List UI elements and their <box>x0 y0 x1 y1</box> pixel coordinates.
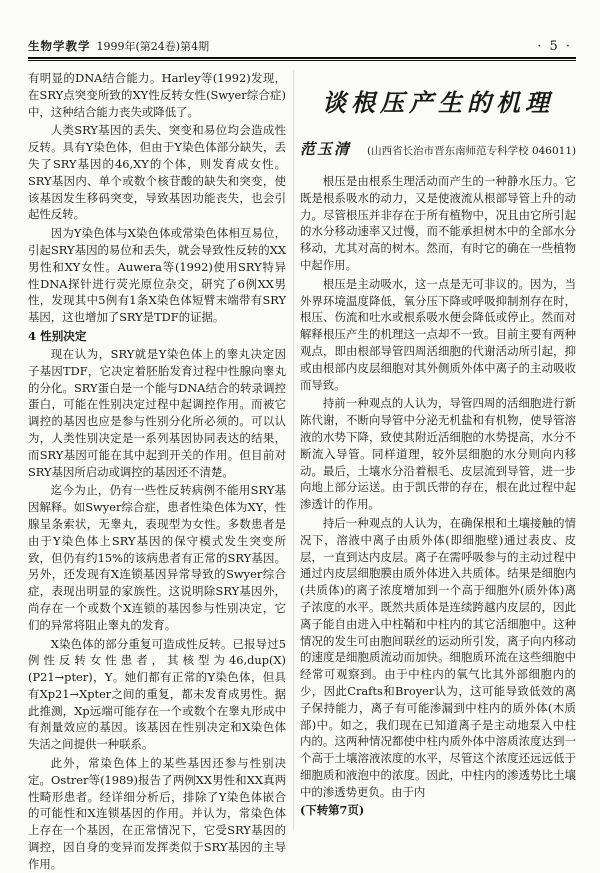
author-name: 范玉清 <box>300 140 352 158</box>
header-rule-thin <box>28 60 576 61</box>
journal-name: 生物学教学 <box>28 39 91 53</box>
paragraph: 根压是由根系生理活动而产生的一种静水压力。它既是根系吸水的动力，又是使液流从根部导管上升的动力。尽管根压并非存在于所有植物中，况且由它所引起的水分移动速率又过慢，而不能承担树木中的全部水分移动，尤其对高的树木。然而，有时它的确在一些植物中起作用。 <box>300 174 576 272</box>
paragraph: 因为Y染色体与X染色体或常染色体相互易位，引起SRY基因的易位和丢失，就会导致性反转的XX男性和XY女性。Auwera等(1992)使用SRY特异性DNA探针进行荧光原位杂交，研究了6例XX男性，发现其中5例有1条X染色体短臂末端带有SRY基因，这也增加了SRY是TDF的证据。 <box>28 226 286 325</box>
paragraph: 根压是主动吸水，这一点是无可非议的。因为，当外界环境温度降低，氧分压下降或呼吸抑制剂存在时，根压、伤流和吐水或根系吸水便会降低或停止。然而对解释根压产生的机理这一点却不一致。目前主要有两种观点，即由根部导管四周活细胞的代谢活动所引起，抑或由根部内皮层细胞对其外侧质外体中离子的主动吸收而导致。 <box>300 276 576 392</box>
column-gap <box>293 70 294 830</box>
paragraph: 有明显的DNA结合能力。Harley等(1992)发现，在SRY点突变所致的XY性反转女性(Swyer综合症)中，这种结合能力丧失或降低了。 <box>28 71 286 119</box>
paragraph: 此外，常染色体上的某些基因还参与性别决定。Ostrer等(1989)报告了两例XX男性和XX真两性畸形患者。经详细分析后，排除了Y染色体嵌合的可能性和X连锁基因的作用。并认为，常染色体上存在一个基因，在正常情况下，它受SRY基因的调控，因自身的变异而发挥类似于SRY基因的主导作用。 <box>28 756 286 871</box>
paragraph: 持后一种观点的人认为，在确保根和土壤接触的情况下，溶液中离子由质外体(即细胞壁)通过表皮、皮层，一直到达内皮层。离子在需呼吸参与的主动过程中通过内皮层细胞膜由质外体进入共质体。结果是细胞内(共质体)的离子浓度增加到一个高于细胞外(质外体)离子浓度的水平。既然共质体是连续跨越内皮层的，因此离子能自由进入中柱鞘和中柱内的其它活细胞中。这种情况的发生可由胞间联丝的运动所引发，离子向内移动的速度是细胞质流动而加快。细胞质环流在这些细胞中经常可观察到。由于中柱内的氧气比其外部细胞内的少，因此Crafts和Broyer认为，这可能导致低效的离子保持能力，离子有可能渗漏到中柱内的质外体(木质部)中。如之，我们现在已知道离子是主动地泵入中柱内的。这两种情况都使中柱内质外体中溶质浓度达到一个高于土壤溶液浓度的水平，尽管这个浓度还远远低于细胞质和液泡中的浓度。因此，中柱内的渗透势比土壤中的渗透势更负。由于内 <box>300 515 576 799</box>
continued-note: (下转第7页) <box>300 803 365 818</box>
section-heading: 4 性别决定 <box>28 328 87 343</box>
article-title-block <box>300 70 576 130</box>
paragraph: X染色体的部分重复可造成性反转。已报导过5例性反转女性患者，其核型为46,dup(X)(P21→pter)，Y。她们都有正常的Y染色体，但具有Xp21→Xpter之间的重复，都未发育成男性。据此推测，Xp远端可能存在一个或数个在睾丸形成中有剂量效应的基因。该基因在性别决定和X染色体失活之间提供一种联系。 <box>28 636 286 752</box>
author-affiliation: (山西省长治市晋东南师范专科学校 046011) <box>367 145 577 157</box>
issue-info: 1999年(第24卷)第4期 <box>96 40 210 53</box>
paragraph: 现在认为，SRY就是Y染色体上的睾丸决定因子基因TDF，它决定着胚胎发育过程中性腺向睾丸的分化。SRY蛋白是一个能与DNA结合的转录调控蛋白，可能在性别决定过程中起调控作用。而被它调控的基因也应是参与性别分化所必须的。可以认为，人类性别决定是一系列基因协同表达的结果，而SRY基因可能在其中起到开关的作用。但目前对SRY基因所启动或调控的基因还不清楚。 <box>28 346 286 479</box>
paragraph: 人类SRY基因的丢失、突变和易位均会造成性反转。具有Y染色体，但由于Y染色体部分缺失，丢失了SRY基因的46,XY的个体，则发育成女性。SRY基因内、单个或数个核苷酸的缺失和突变，使该基因发生移码突变，导致基因功能丧失，也会引起性反转。 <box>28 123 286 222</box>
header-rule-thick <box>28 57 576 59</box>
left-column <box>28 70 286 871</box>
byline <box>300 138 576 159</box>
running-header <box>28 34 572 54</box>
paragraph: 持前一种观点的人认为，导管四周的活细胞进行新陈代谢，不断向导管中分泌无机盐和有机物，使导管溶液的水势下降，致使其附近活细胞的水势提高，水分不断流入导管。同样道理，较外层细胞的水分则向内移动。最后，土壤水分沿着根毛、皮层流到导管，进一步向地上部分运送。由于凯氏带的存在，根在此过程中起渗透计的作用。 <box>300 396 576 512</box>
paragraph: 迄今为止，仍有一些性反转病例不能用SRY基因解释。如Swyer综合症，患者性染色体为XY，性腺呈条索状，无睾丸，表现型为女性。多数患者是由于Y染色体上SRY基因的保守模式发生突变所致，但仍有约15%的该病患者有正常的SRY基因。另外，还发现有X连锁基因异常导致的Swyer综合症，表现出明显的家族性。这说明除SRY基因外，尚存在一个或数个X连锁的基因参与性别决定，它们的异常将阻止睾丸的发育。 <box>28 483 286 632</box>
page-number: · 5 · <box>537 39 572 54</box>
article-title: 谈根压产生的机理 <box>322 87 554 117</box>
right-column <box>300 70 576 830</box>
